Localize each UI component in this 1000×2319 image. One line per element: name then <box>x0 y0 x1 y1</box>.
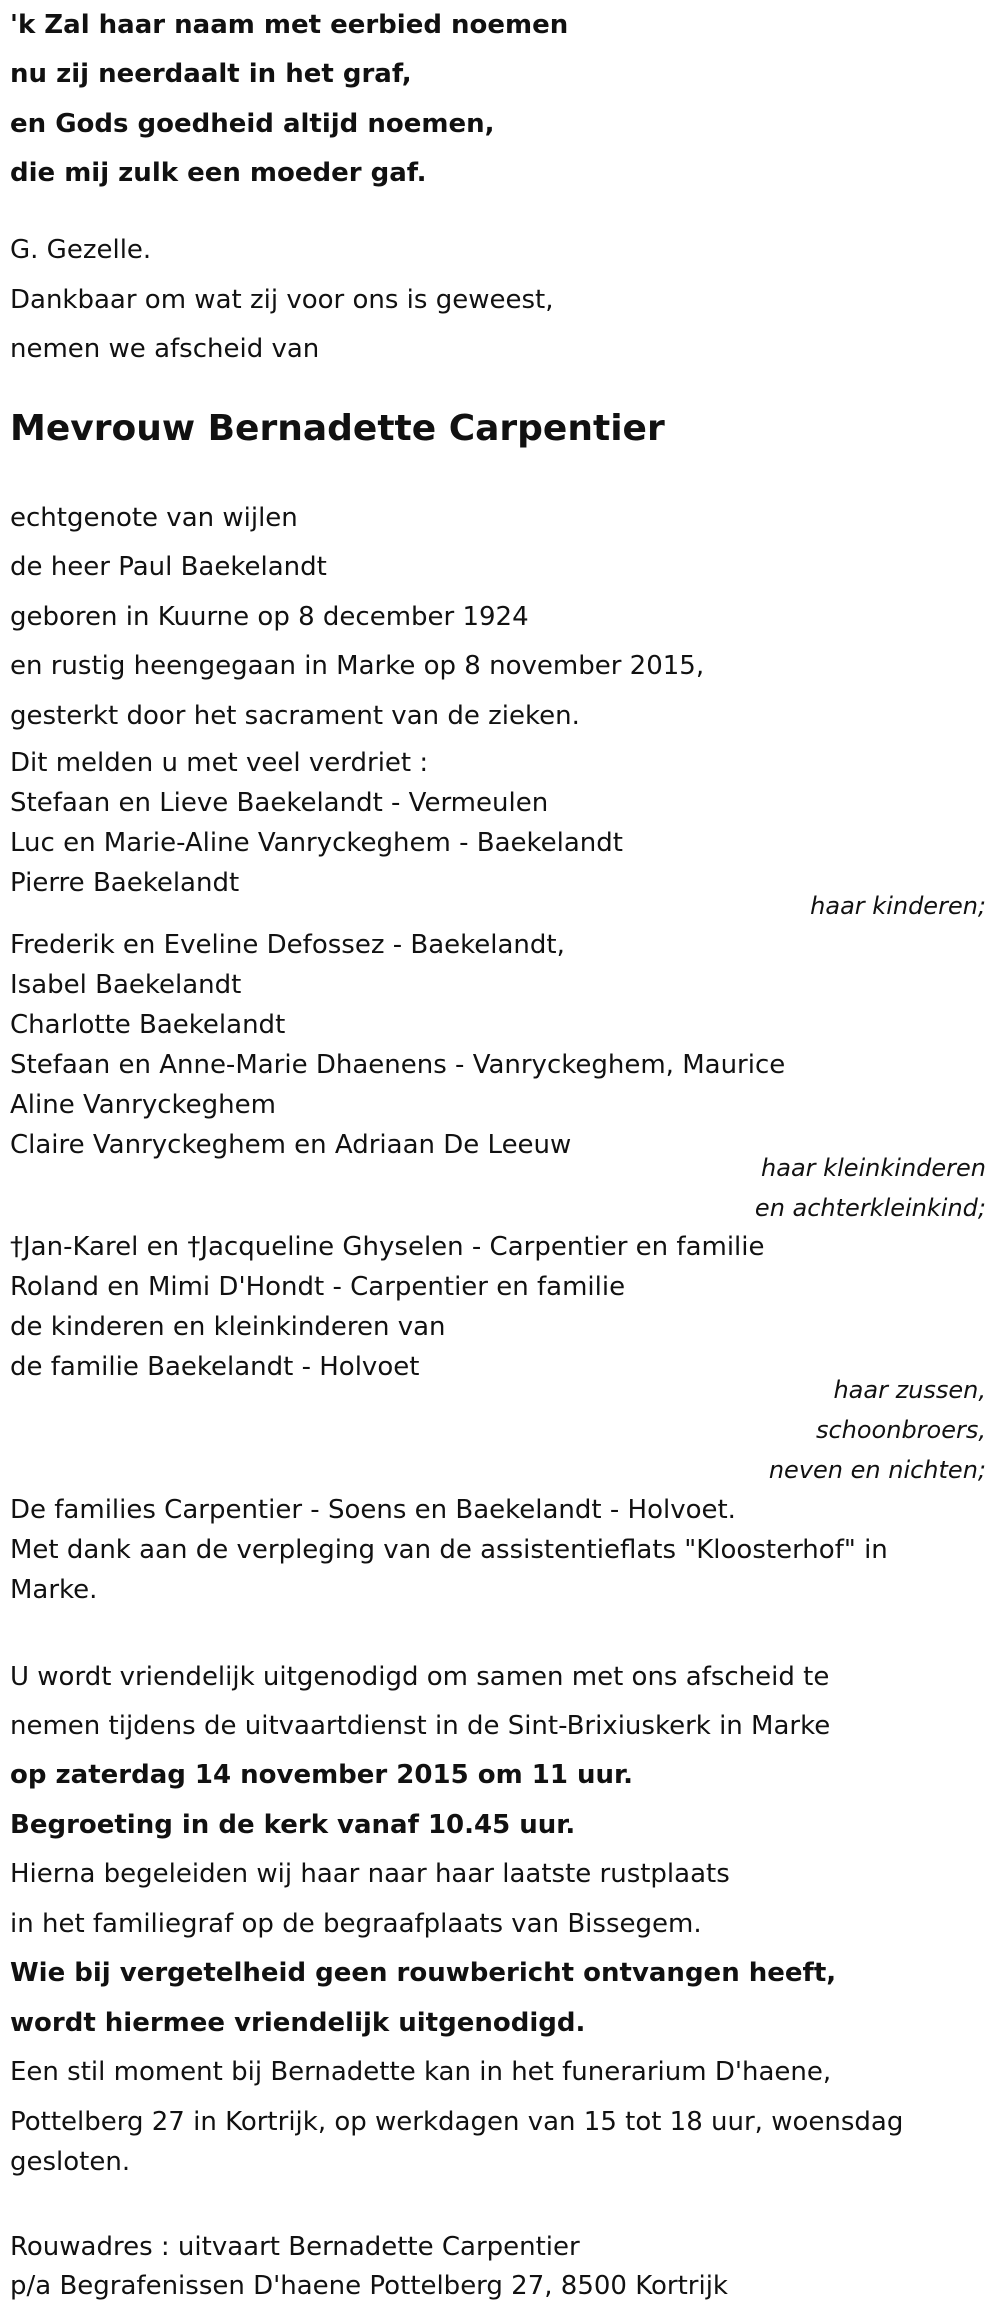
poem-line-3: en Gods goedheid altijd noemen, <box>10 109 495 139</box>
burial-line-1: Hierna begeleiden wij haar naar haar laatste rustplaats <box>10 1859 730 1889</box>
siblings-label-2: schoonbroers, <box>815 1416 986 1444</box>
grandchild-line-3: Charlotte Baekelandt <box>10 1010 286 1040</box>
grandchild-line-1: Frederik en Eveline Defossez - Baekelandt, <box>10 930 565 960</box>
intro-line-2: nemen we afscheid van <box>10 334 320 364</box>
siblings-label-3: neven en nichten; <box>768 1456 986 1484</box>
address-line-2: p/a Begrafenissen D'haene Pottelberg 27, 8500 Kortrijk <box>10 2271 728 2301</box>
detail-line-4: en rustig heengegaan in Marke op 8 november 2015, <box>10 651 705 681</box>
sibling-line-1: †Jan-Karel en †Jacqueline Ghyselen - Carpentier en familie <box>10 1232 765 1262</box>
detail-line-1: echtgenote van wijlen <box>10 503 298 533</box>
siblings-label-1: haar zussen, <box>833 1376 986 1404</box>
child-line-3: Pierre Baekelandt <box>10 868 240 898</box>
intro-line-1: Dankbaar om wat zij voor ons is geweest, <box>10 285 554 315</box>
children-label: haar kinderen; <box>810 892 986 920</box>
poem-line-2: nu zij neerdaalt in het graf, <box>10 59 412 89</box>
greeting-time: Begroeting in de kerk vanaf 10.45 uur. <box>10 1810 576 1840</box>
detail-line-5: gesterkt door het sacrament van de zieken. <box>10 701 580 731</box>
detail-line-3: geboren in Kuurne op 8 december 1924 <box>10 602 529 632</box>
invitation-line-1: U wordt vriendelijk uitgenodigd om samen met ons afscheid te <box>10 1662 830 1692</box>
visit-line-3: gesloten. <box>10 2147 131 2177</box>
invitation-line-2: nemen tijdens de uitvaartdienst in de Sint-Brixiuskerk in Marke <box>10 1711 831 1741</box>
poem-line-4: die mij zulk een moeder gaf. <box>10 158 427 188</box>
grandchild-line-6: Claire Vanryckeghem en Adriaan De Leeuw <box>10 1130 572 1160</box>
poem-line-1: 'k Zal haar naam met eerbied noemen <box>10 10 569 40</box>
families-line-1: De families Carpentier - Soens en Baekelandt - Holvoet. <box>10 1495 736 1525</box>
detail-line-2: de heer Paul Baekelandt <box>10 552 327 582</box>
sibling-line-2: Roland en Mimi D'Hondt - Carpentier en familie <box>10 1272 626 1302</box>
families-line-3: Marke. <box>10 1575 98 1605</box>
address-line-1: Rouwadres : uitvaart Bernadette Carpentier <box>10 2232 580 2262</box>
child-line-1: Stefaan en Lieve Baekelandt - Vermeulen <box>10 788 549 818</box>
sibling-line-4: de familie Baekelandt - Holvoet <box>10 1352 420 1382</box>
grandchild-line-2: Isabel Baekelandt <box>10 970 242 1000</box>
notice-line-1: Wie bij vergetelheid geen rouwbericht ontvangen heeft, <box>10 1958 837 1988</box>
announce-line: Dit melden u met veel verdriet : <box>10 748 429 778</box>
visit-line-1: Een stil moment bij Bernadette kan in het funerarium D'haene, <box>10 2057 832 2087</box>
burial-line-2: in het familiegraf op de begraafplaats van Bissegem. <box>10 1909 702 1939</box>
deceased-name: Mevrouw Bernadette Carpentier <box>10 408 665 449</box>
service-date: op zaterdag 14 november 2015 om 11 uur. <box>10 1760 633 1790</box>
sibling-line-3: de kinderen en kleinkinderen van <box>10 1312 446 1342</box>
grandchildren-label-1: haar kleinkinderen <box>761 1154 986 1182</box>
notice-line-2: wordt hiermee vriendelijk uitgenodigd. <box>10 2008 586 2038</box>
grandchild-line-4: Stefaan en Anne-Marie Dhaenens - Vanryckeghem, Maurice <box>10 1050 786 1080</box>
child-line-2: Luc en Marie-Aline Vanryckeghem - Baekelandt <box>10 828 623 858</box>
families-line-2: Met dank aan de verpleging van de assistentieflats "Kloosterhof" in <box>10 1535 888 1565</box>
poem-author: G. Gezelle. <box>10 235 152 265</box>
visit-line-2: Pottelberg 27 in Kortrijk, op werkdagen van 15 tot 18 uur, woensdag <box>10 2107 904 2137</box>
grandchild-line-5: Aline Vanryckeghem <box>10 1090 276 1120</box>
grandchildren-label-2: en achterkleinkind; <box>754 1194 986 1222</box>
